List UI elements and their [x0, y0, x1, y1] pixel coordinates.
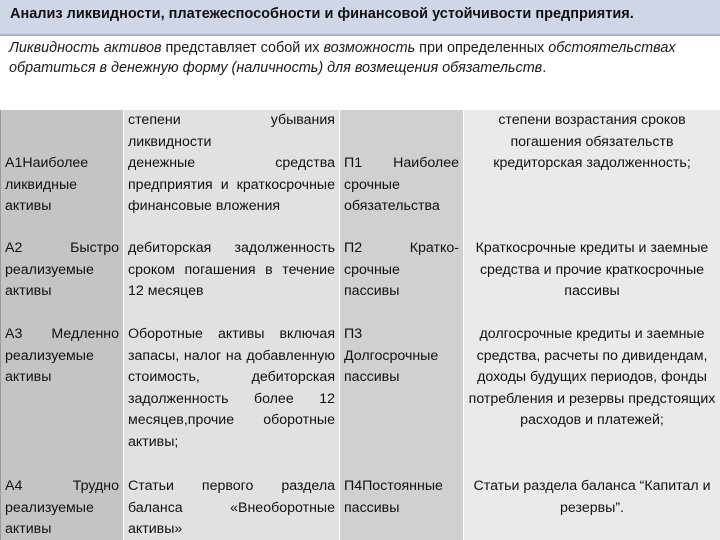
column-divider — [463, 110, 464, 540]
liability-items-p2: Краткосрочные кредиты и заемные средства и прочие краткосрочные пассивы — [475, 240, 709, 299]
liability-group-p4: П4Постоянные пассивы — [344, 478, 443, 516]
title-bar — [0, 0, 720, 36]
intro-term: Ликвидность активов — [9, 40, 162, 56]
asset-groups-column — [1, 110, 123, 540]
liability-groups-column — [340, 110, 463, 540]
liabilities-order-header: степени возрастания сроков погашения обязательств — [498, 112, 686, 150]
asset-group-a3: А3 Медленно реализуемые активы — [5, 326, 119, 385]
intro-text-2: при определенных — [415, 40, 549, 56]
asset-items-a1: денежные средства предприятия и краткосрочные финансовые вложения — [128, 155, 335, 214]
liability-items-p1: кредиторская задолженность; — [493, 155, 691, 171]
liability-items-column — [464, 110, 720, 540]
asset-items-a3: Оборотные активы включая запасы, налог на добавленную стоимость, дебиторская задолженность более 12 месяцев,прочие оборотные активы; — [128, 326, 335, 450]
page-title: Анализ ликвидности, платежеспособности и финансовой устойчивости предприятия. — [10, 6, 634, 22]
intro-end: . — [542, 60, 547, 76]
asset-group-a1: А1Наиболее ликвидные активы — [5, 155, 89, 214]
intro-emphasis: возможность — [323, 40, 416, 56]
liability-items-p4: Статьи раздела баланса “Капитал и резервы”. — [473, 478, 711, 516]
intro-paragraph — [9, 38, 709, 78]
liability-group-p3: П3 Долгосрочные пассивы — [344, 326, 439, 385]
asset-group-a4: А4 Трудно реализуемые активы — [5, 478, 119, 537]
asset-group-a2: А2 Быстро реализуемые активы — [5, 240, 119, 299]
asset-items-a2: дебиторская задолженность сроком погашения в течение 12 месяцев — [128, 240, 335, 299]
asset-items-a4: Статьи первого раздела баланса «Внеоборотные активы» — [128, 478, 335, 537]
liability-group-p1: П1 Наиболее срочные обязательства — [344, 155, 459, 214]
intro-emphasis-2: обстоятельствах обратиться в денежную форму (наличность) для возмещения обязательств — [9, 40, 676, 76]
assets-order-header: степени убывания ликвидности — [128, 112, 335, 150]
liability-group-p2: П2 Кратко- срочные пассивы — [344, 240, 459, 299]
intro-text: представляет собой их — [161, 40, 324, 56]
asset-items-column — [124, 110, 339, 540]
liability-items-p3: долгосрочные кредиты и заемные средства, расчеты по дивидендам, доходы будущих периодов, фонды потребления и резервы предстоящих расходов и платежей; — [468, 326, 716, 428]
column-divider — [339, 110, 340, 540]
column-divider — [123, 110, 124, 540]
